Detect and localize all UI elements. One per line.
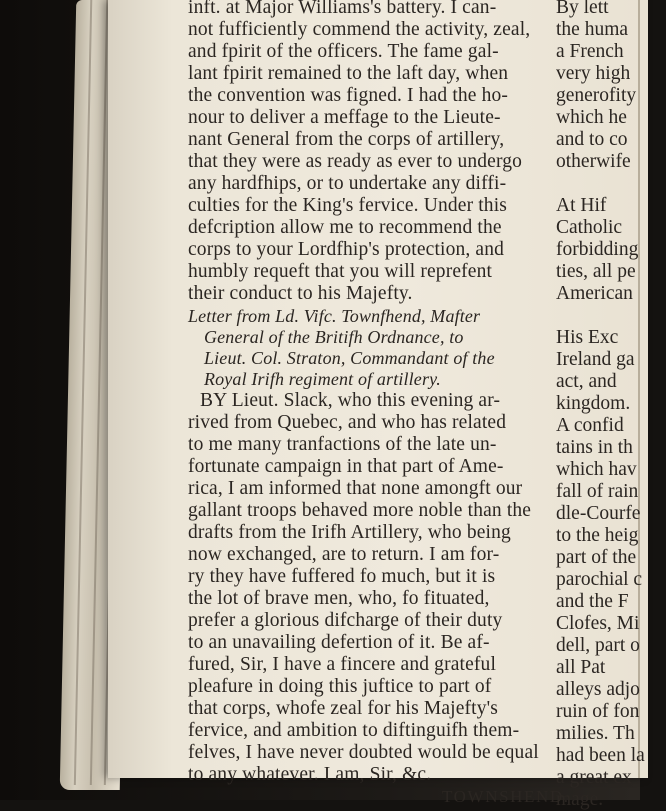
article-line: any hardfhips, or to undertake any diffi- <box>188 173 507 194</box>
right-column-line: American <box>556 283 633 304</box>
letter-line: the lot of brave men, who, fo fituated, <box>188 588 490 609</box>
letter-heading-line: Letter from Ld. Vifc. Townfhend, Mafter <box>188 306 481 326</box>
article-line: and fpirit of the officers. The fame gal- <box>188 41 499 62</box>
article-line: inft. at Major Williams's battery. I can- <box>188 0 497 18</box>
right-column-line: which he <box>556 107 627 128</box>
right-column-line: dell, part o <box>556 635 640 656</box>
right-column-line: which hav <box>556 459 637 480</box>
article-line: corps to your Lordfhip's protection, and <box>188 239 505 260</box>
right-column-line: His Exc <box>556 327 619 348</box>
right-column-line: generofity <box>556 85 637 106</box>
article-line: the convention was figned. I had the ho- <box>188 85 509 106</box>
article-line: humbly requeft that you will reprefent <box>188 261 493 282</box>
right-column-line: a French <box>556 41 624 62</box>
letter-line: to me many tranfactions of the late un- <box>188 434 497 455</box>
right-column-line: the huma <box>556 19 629 40</box>
letter-line: fortunate campaign in that part of Ame- <box>188 456 504 477</box>
right-column-line: ties, all pe <box>556 261 636 282</box>
right-column-line: to the heig <box>556 525 639 546</box>
letter-line: rived from Quebec, and who has related <box>188 412 507 433</box>
article-line: that they were as ready as ever to undergo <box>188 151 523 172</box>
article-line: not fufficiently commend the activity, zeal, <box>188 19 531 40</box>
right-column-line: forbidding <box>556 239 639 260</box>
right-column-line: all Pat <box>556 657 606 678</box>
right-column-line: had been la <box>556 745 645 766</box>
letter-line: drafts from the Irifh Artillery, who being <box>188 522 511 543</box>
letter-heading-line: General of the Britifh Ordnance, to <box>204 327 464 347</box>
letter-line: to an unavailing defertion of it. Be af- <box>188 632 490 653</box>
article-line: lant fpirit remained to the laft day, when <box>188 63 509 84</box>
letter-heading-line: Royal Irifh regiment of artillery. <box>204 369 441 389</box>
right-column-line: otherwife <box>556 151 631 172</box>
right-column-line: Ireland ga <box>556 349 635 370</box>
letter-line: fervice, and ambition to diftinguifh them- <box>188 720 520 741</box>
article-line: nant General from the corps of artillery, <box>188 129 505 150</box>
right-column-line: At Hif <box>556 195 607 216</box>
right-column-line: dle-Courfe <box>556 503 641 524</box>
right-column-line: milies. Th <box>556 723 635 744</box>
letter-line: rica, I am informed that none amongft our <box>188 478 523 499</box>
right-column-line: tains in th <box>556 437 633 458</box>
right-column-line: By lett <box>556 0 609 18</box>
right-column-line: a great ex <box>556 767 632 788</box>
right-column-line: kingdom. <box>556 393 631 414</box>
right-column-line: alleys adjo <box>556 679 640 700</box>
letter-line: pleafure in doing this juftice to part of <box>188 676 492 697</box>
letter-line: to any whatever. I am, Sir, &c. <box>188 764 432 785</box>
letter-line: fured, Sir, I have a fincere and grateful <box>188 654 497 675</box>
right-column-line: part of the <box>556 547 637 568</box>
right-column-line: Clofes, Mi <box>556 613 640 634</box>
article-line: defcription allow me to recommend the <box>188 217 502 238</box>
right-column-line: ruin of fon <box>556 701 640 722</box>
letter-line: BY Lieut. Slack, who this evening ar- <box>200 390 501 411</box>
signature: TOWNSHEND. <box>442 787 570 806</box>
right-column-line: fall of rain <box>556 481 639 502</box>
right-column-line: and the F <box>556 591 629 612</box>
right-column-line: act, and <box>556 371 617 392</box>
letter-line: now exchanged, are to return. I am for- <box>188 544 500 565</box>
letter-heading-line: Lieut. Col. Straton, Commandant of the <box>204 348 495 368</box>
right-column-line: parochial c <box>556 569 643 590</box>
letter-line: ry they have fuffered fo much, but it is <box>188 566 496 587</box>
newspaper-page <box>108 0 648 810</box>
article-line: nour to deliver a meffage to the Lieute- <box>188 107 501 128</box>
right-column-line: A confid <box>556 415 624 436</box>
letter-line: gallant troops behaved more noble than the <box>188 500 532 521</box>
right-column-line: and to co <box>556 129 628 150</box>
right-column-line: very high <box>556 63 631 84</box>
article-line: culties for the King's fervice. Under this <box>188 195 508 216</box>
article-line: their conduct to his Majefty. <box>188 283 413 304</box>
letter-line: that corps, whofe zeal for his Majefty's <box>188 698 499 719</box>
letter-line: felves, I have never doubted would be equal <box>188 742 539 763</box>
page-edge-line <box>74 0 92 785</box>
letter-line: prefer a glorious difcharge of their duty <box>188 610 503 631</box>
right-article-column <box>556 0 666 810</box>
right-column-line: mage. <box>556 789 604 810</box>
right-column-line: Catholic <box>556 217 623 238</box>
